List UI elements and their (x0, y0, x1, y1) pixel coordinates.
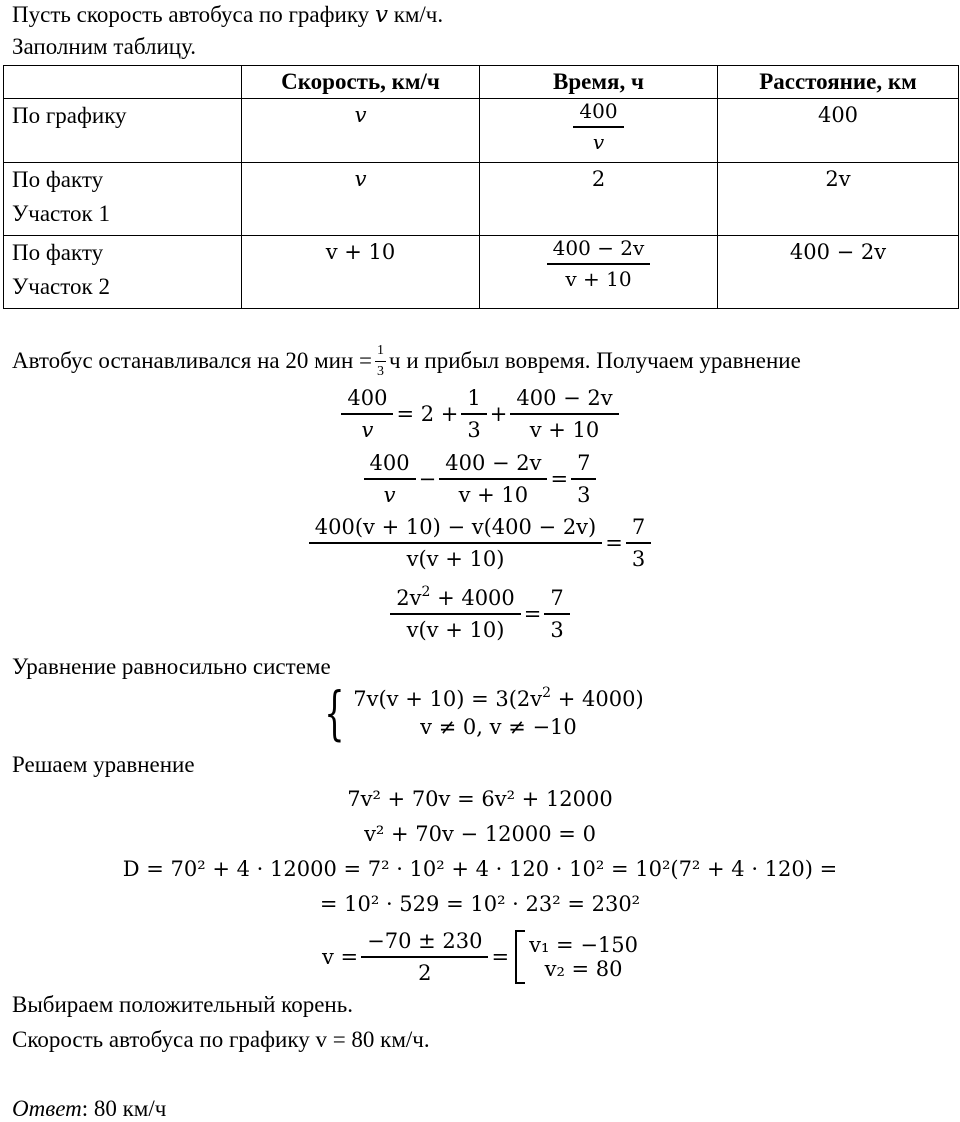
eq1-plus: + (489, 402, 508, 427)
stop-frac-den: 3 (377, 363, 385, 379)
stop-text-after: ч и прибыл вовремя. Получаем уравнение (389, 348, 801, 373)
system-intro: Уравнение равносильно системе (12, 654, 331, 679)
equation-2 (0, 450, 960, 509)
brace-icon: { (324, 679, 345, 747)
row-label (4, 99, 242, 163)
cell-time: 2 (480, 163, 718, 236)
time-numerator: 400 − 2v (547, 236, 651, 265)
cell-speed: v + 10 (242, 236, 480, 309)
eq1-c-den: v + 10 (529, 418, 600, 443)
stop-text-before: Автобус останавливался на 20 мин = (12, 348, 373, 373)
cell-distance: 400 − 2v (718, 236, 959, 309)
row-label-line: По факту (12, 240, 104, 265)
equation-3 (0, 514, 960, 573)
answer-label: Ответ (12, 1096, 82, 1121)
table-row (4, 236, 959, 309)
root-2: v₂ = 80 (544, 957, 623, 982)
eq4-r-num: 7 (544, 585, 569, 615)
eq4-eq: = (523, 602, 542, 627)
row-label (4, 163, 242, 236)
cell-distance: 2v (718, 163, 959, 236)
roots-eq: = (491, 945, 510, 970)
row-label-line: Участок 2 (12, 274, 110, 299)
eq1-b-den: 3 (467, 418, 481, 443)
intro-line-2: Заполним таблицу. (12, 34, 197, 59)
eq3-num: 400(v + 10) − v(400 − 2v) (309, 514, 602, 544)
table-row (4, 99, 959, 163)
conclusion-1: Выбираем положительный корень. (12, 992, 353, 1017)
eq4-num: $2v^2 + 4000$ (390, 585, 521, 615)
data-table (3, 65, 959, 309)
solve-step-4: = 10² · 529 = 10² · 23² = 230² (319, 892, 641, 916)
eq2-c-den: 3 (577, 483, 591, 508)
cell-time (480, 99, 718, 163)
time-fraction (547, 236, 651, 292)
eq1-a-den: v (361, 418, 374, 443)
eq2-eq: = (550, 467, 569, 492)
row-label-line: Участок 1 (12, 201, 110, 226)
eq3-den: v(v + 10) (406, 547, 505, 572)
table-header-cell (4, 66, 242, 99)
eq3-r-den: 3 (631, 547, 646, 572)
eq2-c-num: 7 (571, 450, 596, 480)
root-1: v₁ = −150 (529, 933, 639, 958)
table-row (4, 163, 959, 236)
eq1-c-num: 400 − 2v (510, 385, 618, 415)
stop-fraction (375, 342, 386, 380)
answer-line (12, 1096, 166, 1122)
cell-speed (242, 99, 480, 163)
eq2-minus: − (418, 467, 437, 492)
eq2-a-num: 400 (364, 450, 416, 480)
row-label (4, 236, 242, 309)
solve-step-1: 7v² + 70v = 6v² + 12000 (347, 787, 613, 811)
row-label-line: По факту (12, 167, 104, 192)
system-row-2: v ≠ 0, v ≠ −10 (420, 715, 577, 739)
equation-4 (0, 585, 960, 644)
roots-line (0, 928, 960, 987)
eq1-a-num: 400 (341, 385, 393, 415)
table-header-cell: Время, ч (480, 66, 718, 99)
table-header-cell: Скорость, км/ч (242, 66, 480, 99)
intro-var: v (374, 2, 388, 28)
equation-system (0, 679, 960, 747)
eq1-mid: = 2 + (396, 402, 459, 427)
row-label-line: По графику (12, 103, 127, 128)
table-header-cell: Расстояние, км (718, 66, 959, 99)
eq4-r-den: 3 (550, 618, 564, 643)
speed-value: v (354, 103, 367, 127)
speed-value: v (354, 167, 367, 191)
stop-paragraph (12, 342, 801, 380)
conclusion-2: Скорость автобуса по графику v = 80 км/ч. (12, 1027, 430, 1052)
time-fraction (573, 99, 623, 155)
solve-intro: Решаем уравнение (12, 752, 195, 777)
answer-value: : 80 км/ч (81, 1096, 167, 1121)
time-numerator: 400 (573, 99, 623, 128)
roots-num: −70 ± 230 (361, 928, 488, 958)
solve-step-2: v² + 70v − 12000 = 0 (364, 822, 596, 846)
table-header-row (4, 66, 959, 99)
eq3-r-num: 7 (626, 514, 651, 544)
time-denominator: v + 10 (565, 267, 632, 291)
time-denominator: v (592, 130, 605, 154)
intro-line-1 (12, 2, 443, 28)
equation-1 (0, 385, 960, 444)
cell-time (480, 236, 718, 309)
solve-step-3: D = 70² + 4 · 12000 = 7² · 10² + 4 · 120 · 10² = 10²(7² + 4 · 120) = (122, 857, 838, 881)
stop-frac-num: 1 (375, 342, 386, 362)
eq2-a-den: v (383, 483, 396, 508)
intro-unit: км/ч. (393, 2, 444, 27)
intro-text: Пусть скорость автобуса по графику (12, 2, 370, 27)
bracket-icon (515, 930, 525, 984)
cell-speed (242, 163, 480, 236)
roots-lhs: v = (321, 945, 359, 970)
eq1-b-num: 1 (461, 385, 486, 415)
roots-den: 2 (418, 961, 432, 986)
eq2-b-num: 400 − 2v (439, 450, 547, 480)
eq4-den: v(v + 10) (406, 618, 505, 643)
eq2-b-den: v + 10 (458, 483, 529, 508)
cell-distance: 400 (718, 99, 959, 163)
eq3-eq: = (605, 531, 623, 556)
system-row-1: $7v(v + 10) = 3(2v^2 + 4000)$ (353, 685, 644, 711)
